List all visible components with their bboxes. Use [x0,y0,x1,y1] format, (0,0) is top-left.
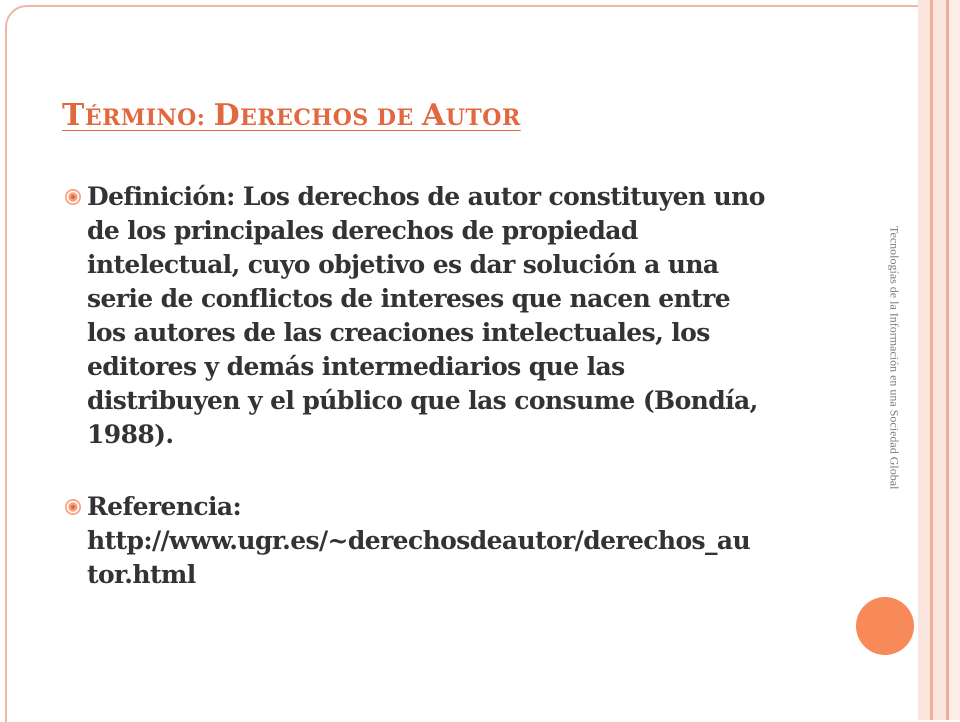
bullet-text-line: Definición: Los derechos de autor constituyen uno [87,182,765,211]
bullet-text [87,490,830,592]
bullet-item [60,490,830,592]
title-segment: UTOR [445,105,521,131]
bullet-text [87,180,830,452]
bullet-item [60,180,830,452]
bullet-text-line: serie de conflictos de intereses que nacen entre [87,284,731,313]
bullet-text-line: editores y demás intermediarios que las [87,352,625,381]
decorative-side-stripes [918,0,960,720]
side-vertical-text: Tecnologías de la Información en una Sociedad Global [887,226,902,490]
slide-content [60,180,830,592]
decorative-orange-circle [856,597,914,655]
title-segment: ERECHOS DE [240,105,422,131]
bullet-text-line: de los principales derechos de propiedad [87,216,638,245]
bullet-text-line: los autores de las creaciones intelectuales, los [87,318,710,347]
bullet-text-line: Referencia: [87,492,242,521]
title-segment: A [421,98,446,133]
bullet-icon [64,498,82,516]
bullet-text-line: 1988). [87,420,174,449]
title-segment: D [213,98,241,133]
bullet-text-line: intelectual, cuyo objetivo es dar solución a una [87,250,719,279]
bullet-text-line: distribuyen y el público que las consume (Bondía, [87,386,758,415]
bullet-text-line: tor.html [87,560,196,589]
title-segment: ÉRMINO [84,105,197,131]
bullet-text-line: http://www.ugr.es/~derechosdeautor/derechos_au [87,526,751,555]
title-segment: T [62,98,85,133]
bullet-icon [64,188,82,206]
slide-title [62,98,521,133]
title-segment: : [196,105,214,131]
